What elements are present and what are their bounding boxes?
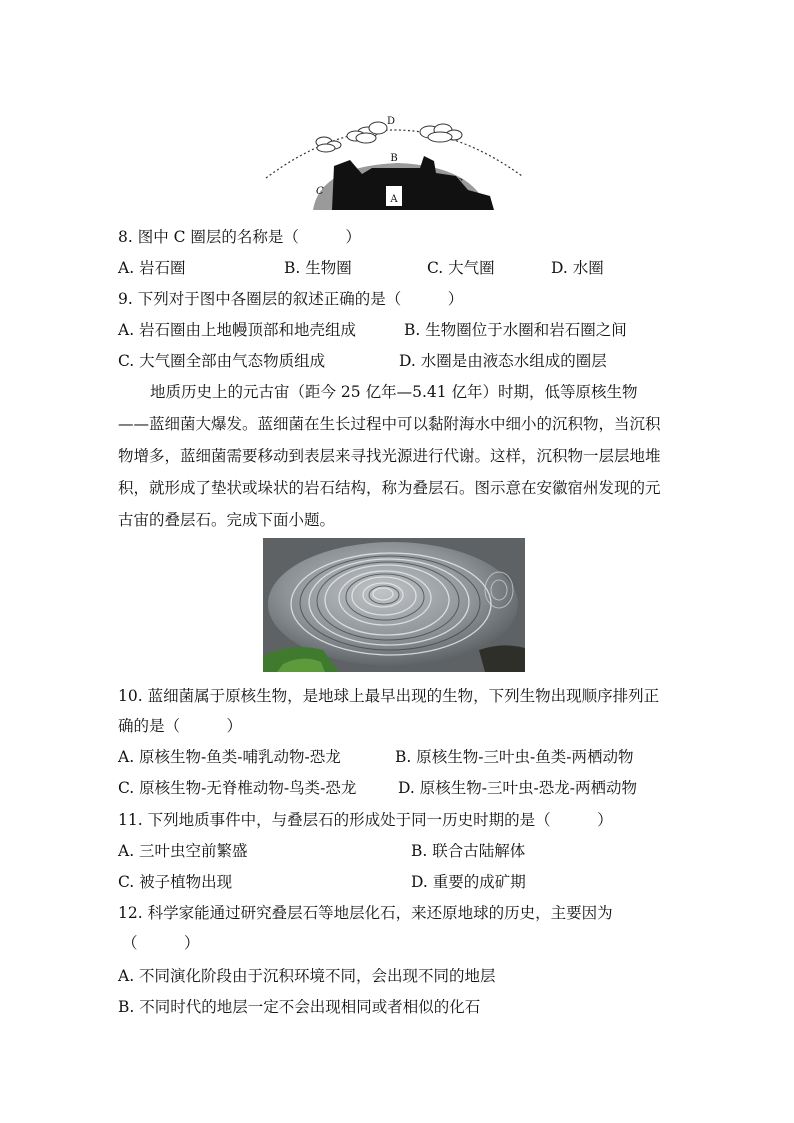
q10-option-c: C. 原核生物-无脊椎动物-鸟类-恐龙	[118, 779, 357, 797]
q12-option-a: A. 不同演化阶段由于沉积环境不同，会出现不同的地层	[118, 967, 496, 985]
passage-line-3: 物增多，蓝细菌需要移动到表层来寻找光源进行代谢。这样，沉积物一层层地堆	[118, 447, 661, 465]
q11-option-d: D. 重要的成矿期	[411, 873, 526, 891]
q8-stem: 8. 图中 C 圈层的名称是（ ）	[118, 228, 361, 246]
stromatolite-photo	[263, 538, 525, 672]
cloud-icon	[347, 122, 387, 143]
label-a: A	[390, 194, 398, 205]
label-b: B	[390, 153, 398, 164]
q10-option-d: D. 原核生物-三叶虫-恐龙-两栖动物	[398, 779, 637, 797]
cloud-icon	[420, 124, 462, 142]
q8-option-b: B. 生物圈	[284, 259, 352, 277]
q11-option-b: B. 联合古陆解体	[411, 842, 526, 860]
passage-line-2: ——蓝细菌大爆发。蓝细菌在生长过程中可以黏附海水中细小的沉积物，当沉积	[118, 415, 661, 433]
earth-spheres-diagram	[258, 108, 528, 212]
q10-stem-line-2: 确的是（ ）	[118, 717, 243, 735]
passage-line-4: 积，就形成了垫状或垛状的岩石结构，称为叠层石。图示意在安徽宿州发现的元	[118, 479, 661, 497]
q12-option-b: B. 不同时代的地层一定不会出现相同或者相似的化石	[118, 998, 481, 1016]
label-c-right: C	[455, 178, 463, 189]
q8-option-a: A. 岩石圈	[118, 259, 186, 277]
label-d: D	[386, 116, 396, 127]
q9-option-c: C. 大气圈全部由气态物质组成	[118, 352, 326, 370]
q11-option-c: C. 被子植物出现	[118, 873, 233, 891]
passage-line-1: 地质历史上的元古宙（距今 25 亿年—5.41 亿年）时期，低等原核生物	[150, 383, 638, 401]
q11-option-a: A. 三叶虫空前繁盛	[118, 842, 248, 860]
passage-line-5: 古宙的叠层石。完成下面小题。	[118, 511, 336, 529]
q11-stem: 11. 下列地质事件中，与叠层石的形成处于同一历史时期的是（ ）	[118, 811, 613, 829]
q10-option-b: B. 原核生物-三叶虫-鱼类-两栖动物	[395, 748, 634, 766]
q9-option-a: A. 岩石圈由上地幔顶部和地壳组成	[118, 321, 357, 339]
q9-stem: 9. 下列对于图中各圈层的叙述正确的是（ ）	[118, 290, 464, 308]
q9-option-b: B. 生物圈位于水圈和岩石圈之间	[404, 321, 627, 339]
q9-option-d: D. 水圈是由液态水组成的圈层	[399, 352, 607, 370]
q12-stem-line-1: 12. 科学家能通过研究叠层石等地层化石，来还原地球的历史，主要因为	[118, 904, 613, 922]
q8-option-c: C. 大气圈	[427, 259, 495, 277]
q12-stem-line-2: （ ）	[122, 934, 200, 952]
q10-stem-line-1: 10. 蓝细菌属于原核生物，是地球上最早出现的生物，下列生物出现顺序排列正	[118, 687, 660, 705]
label-c-left: C	[316, 186, 324, 197]
q8-option-d: D. 水圈	[551, 259, 604, 277]
q10-option-a: A. 原核生物-鱼类-哺乳动物-恐龙	[118, 748, 341, 766]
